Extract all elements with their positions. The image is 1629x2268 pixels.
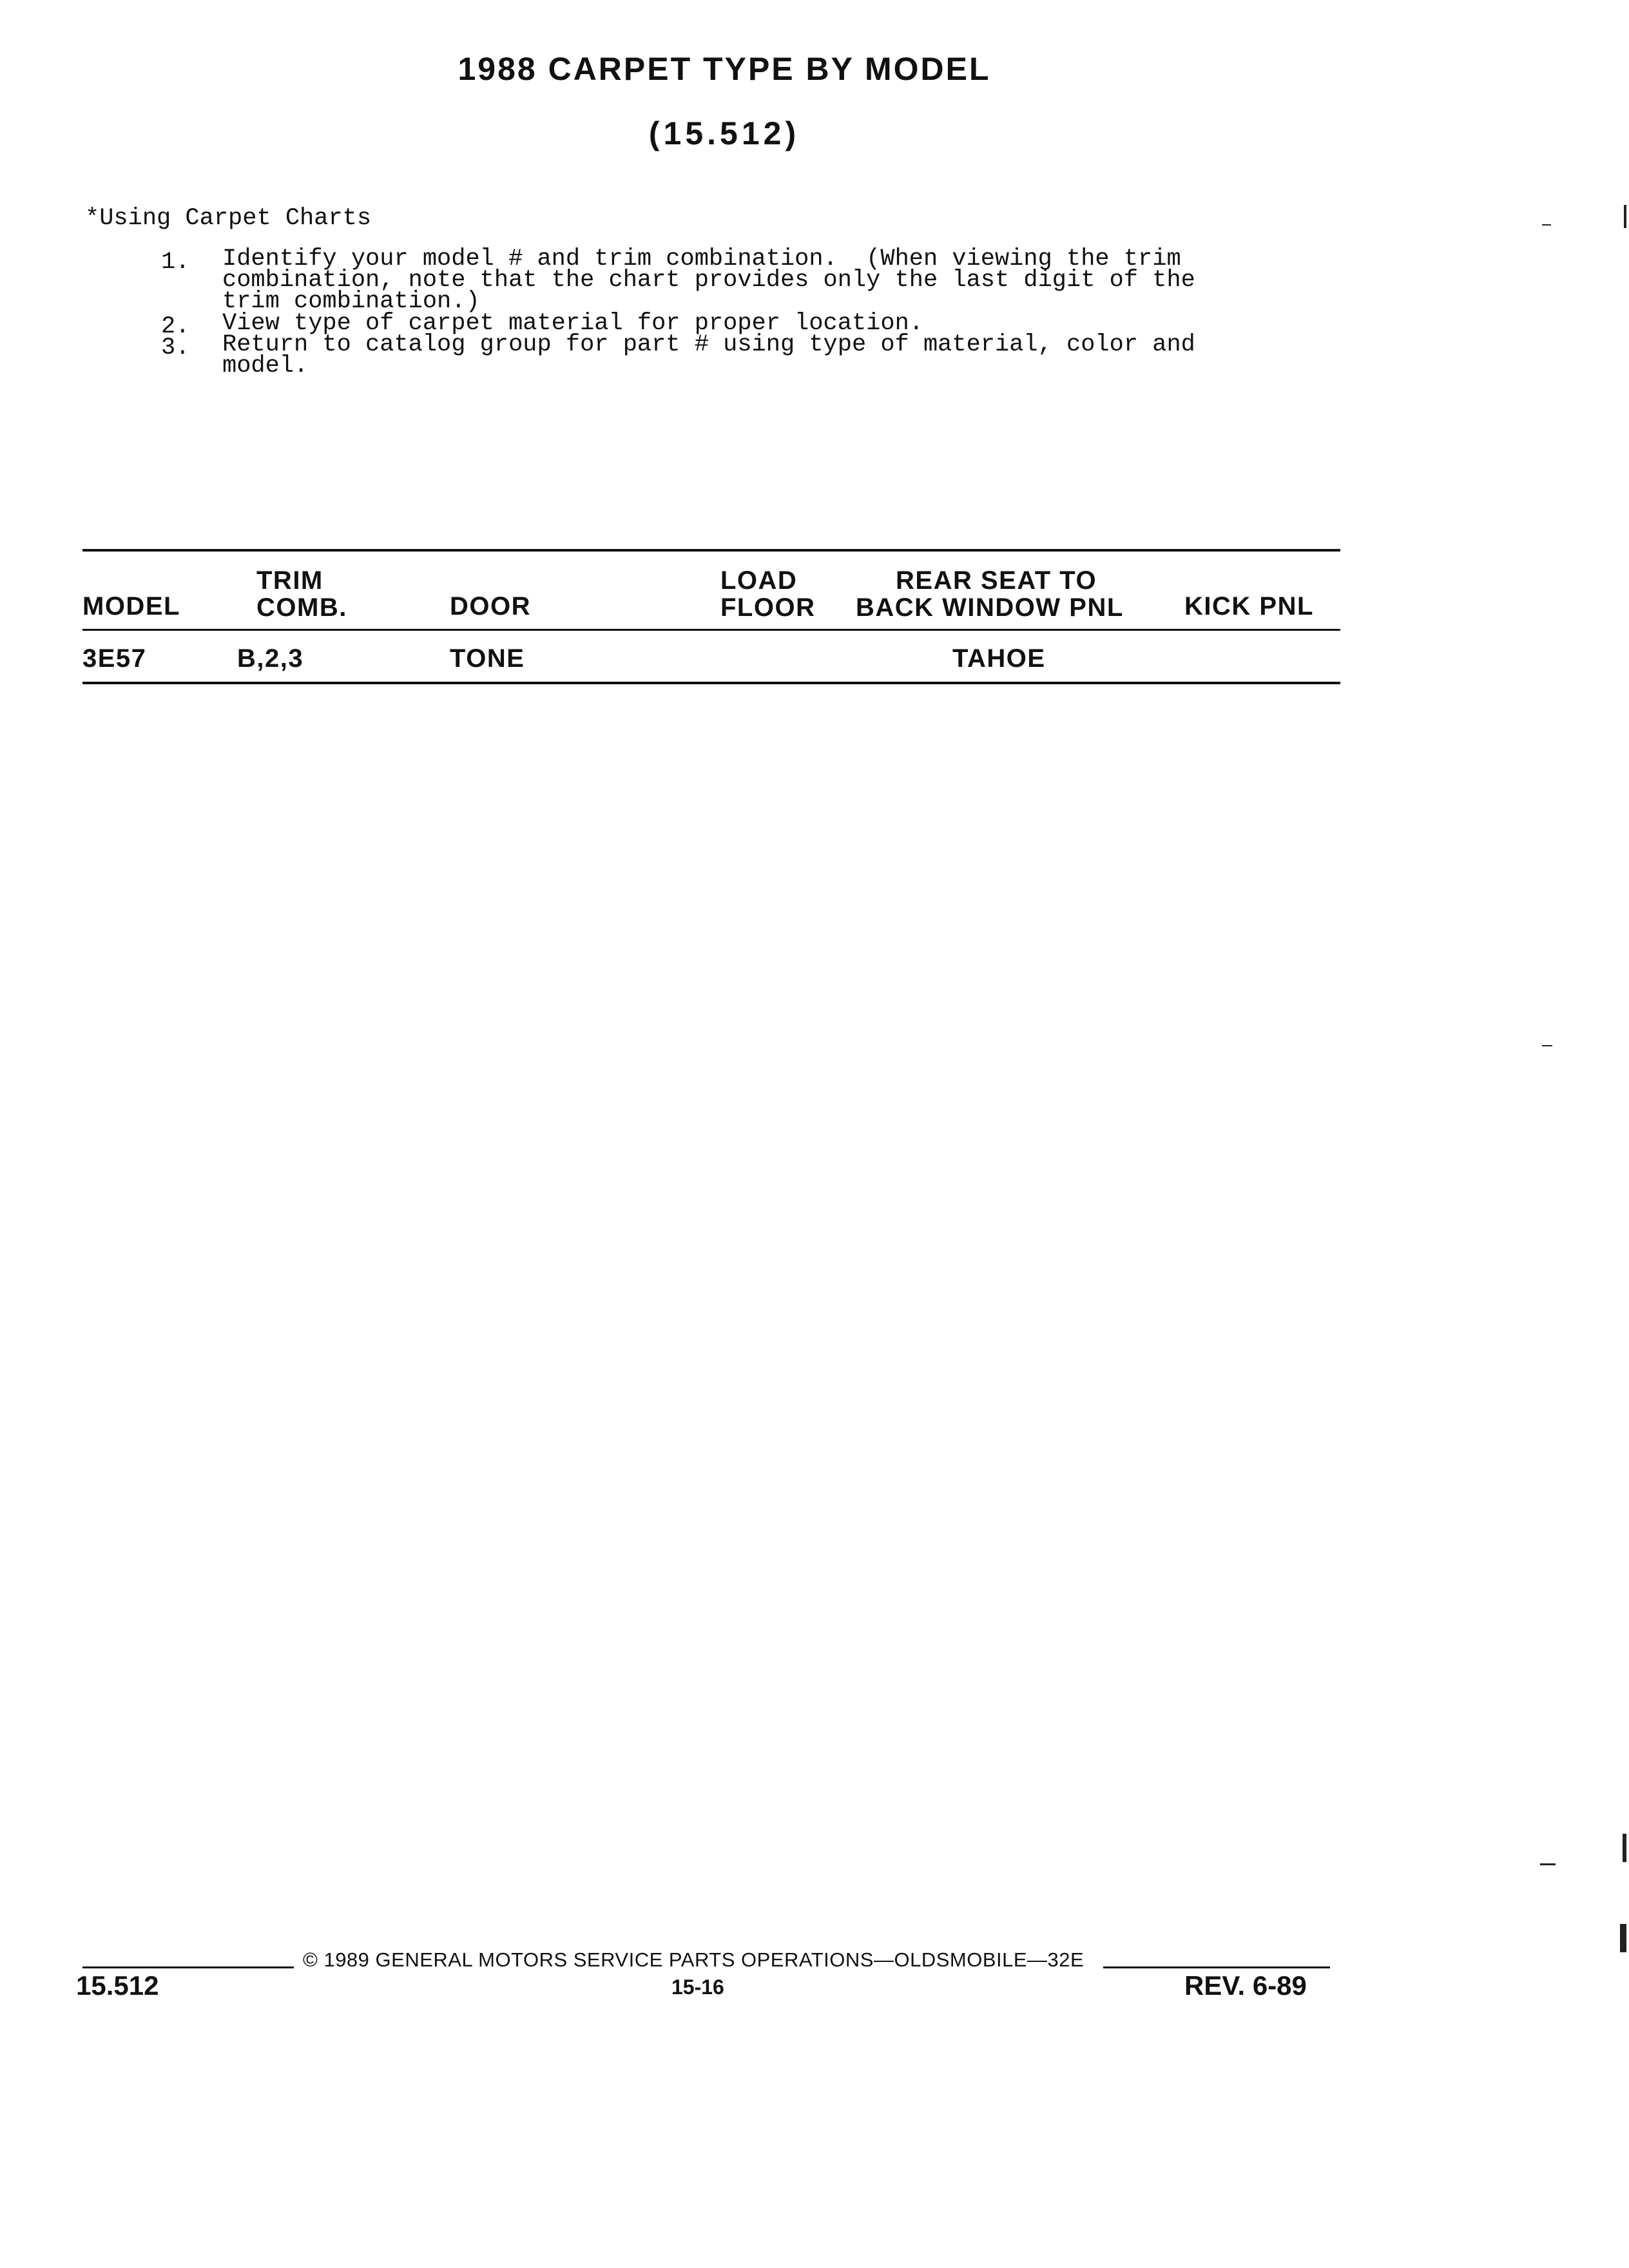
footer-section: 15.512 <box>76 1970 159 2001</box>
header-load-line1: LOAD <box>720 566 798 595</box>
header-trim-line2: COMB. <box>256 593 347 622</box>
cell-model: 3E57 <box>82 644 147 673</box>
header-trim-line1: TRIM <box>256 566 323 595</box>
cell-material: TAHOE <box>952 644 1046 673</box>
header-rear-line2: BACK WINDOW PNL <box>856 593 1124 622</box>
cell-trim: B,2,3 <box>237 644 304 673</box>
header-load-floor <box>720 567 815 621</box>
page-title: 1988 CARPET TYPE BY MODEL <box>458 51 991 87</box>
scan-mark <box>1624 205 1626 228</box>
step-text: Return to catalog group for part # using type of material, color and model. <box>222 331 1195 380</box>
header-trim-comb <box>256 567 347 621</box>
footer-page-number: 15-16 <box>671 1975 724 1999</box>
header-rear-seat <box>856 567 1124 621</box>
header-load-line2: FLOOR <box>720 593 816 622</box>
table-top-rule <box>82 549 1340 552</box>
instructions-intro: *Using Carpet Charts <box>85 205 372 232</box>
cell-door: TONE <box>450 644 525 673</box>
step-text: Identify your model # and trim combination. (When viewing the trim combination, note that the chart provides only the last digit of the trim combination.) <box>222 245 1195 315</box>
step-number: 2. <box>161 313 190 340</box>
scan-mark <box>1620 1924 1626 1952</box>
header-model: MODEL <box>82 592 180 620</box>
footer-copyright: © 1989 GENERAL MOTORS SERVICE PARTS OPERATIONS—OLDSMOBILE—32E <box>303 1948 1084 1971</box>
scan-mark <box>1542 1045 1552 1046</box>
header-door: DOOR <box>450 592 531 620</box>
footer-revision: REV. 6-89 <box>1184 1970 1307 2001</box>
header-kick-pnl: KICK PNL <box>1184 592 1314 620</box>
step-text: View type of carpet material for proper location. <box>222 310 923 337</box>
footer-rule-left <box>82 1966 294 1968</box>
step-number: 3. <box>161 334 190 361</box>
footer-rule-right <box>1103 1966 1330 1968</box>
scan-mark <box>1623 1834 1626 1862</box>
scan-mark <box>1540 1863 1556 1865</box>
page-subtitle: (15.512) <box>648 115 800 151</box>
table-bottom-rule <box>82 682 1340 684</box>
header-rear-line1: REAR SEAT TO <box>896 566 1097 595</box>
header-rule <box>82 629 1340 631</box>
scan-mark <box>1542 224 1551 226</box>
step-number: 1. <box>161 249 190 276</box>
